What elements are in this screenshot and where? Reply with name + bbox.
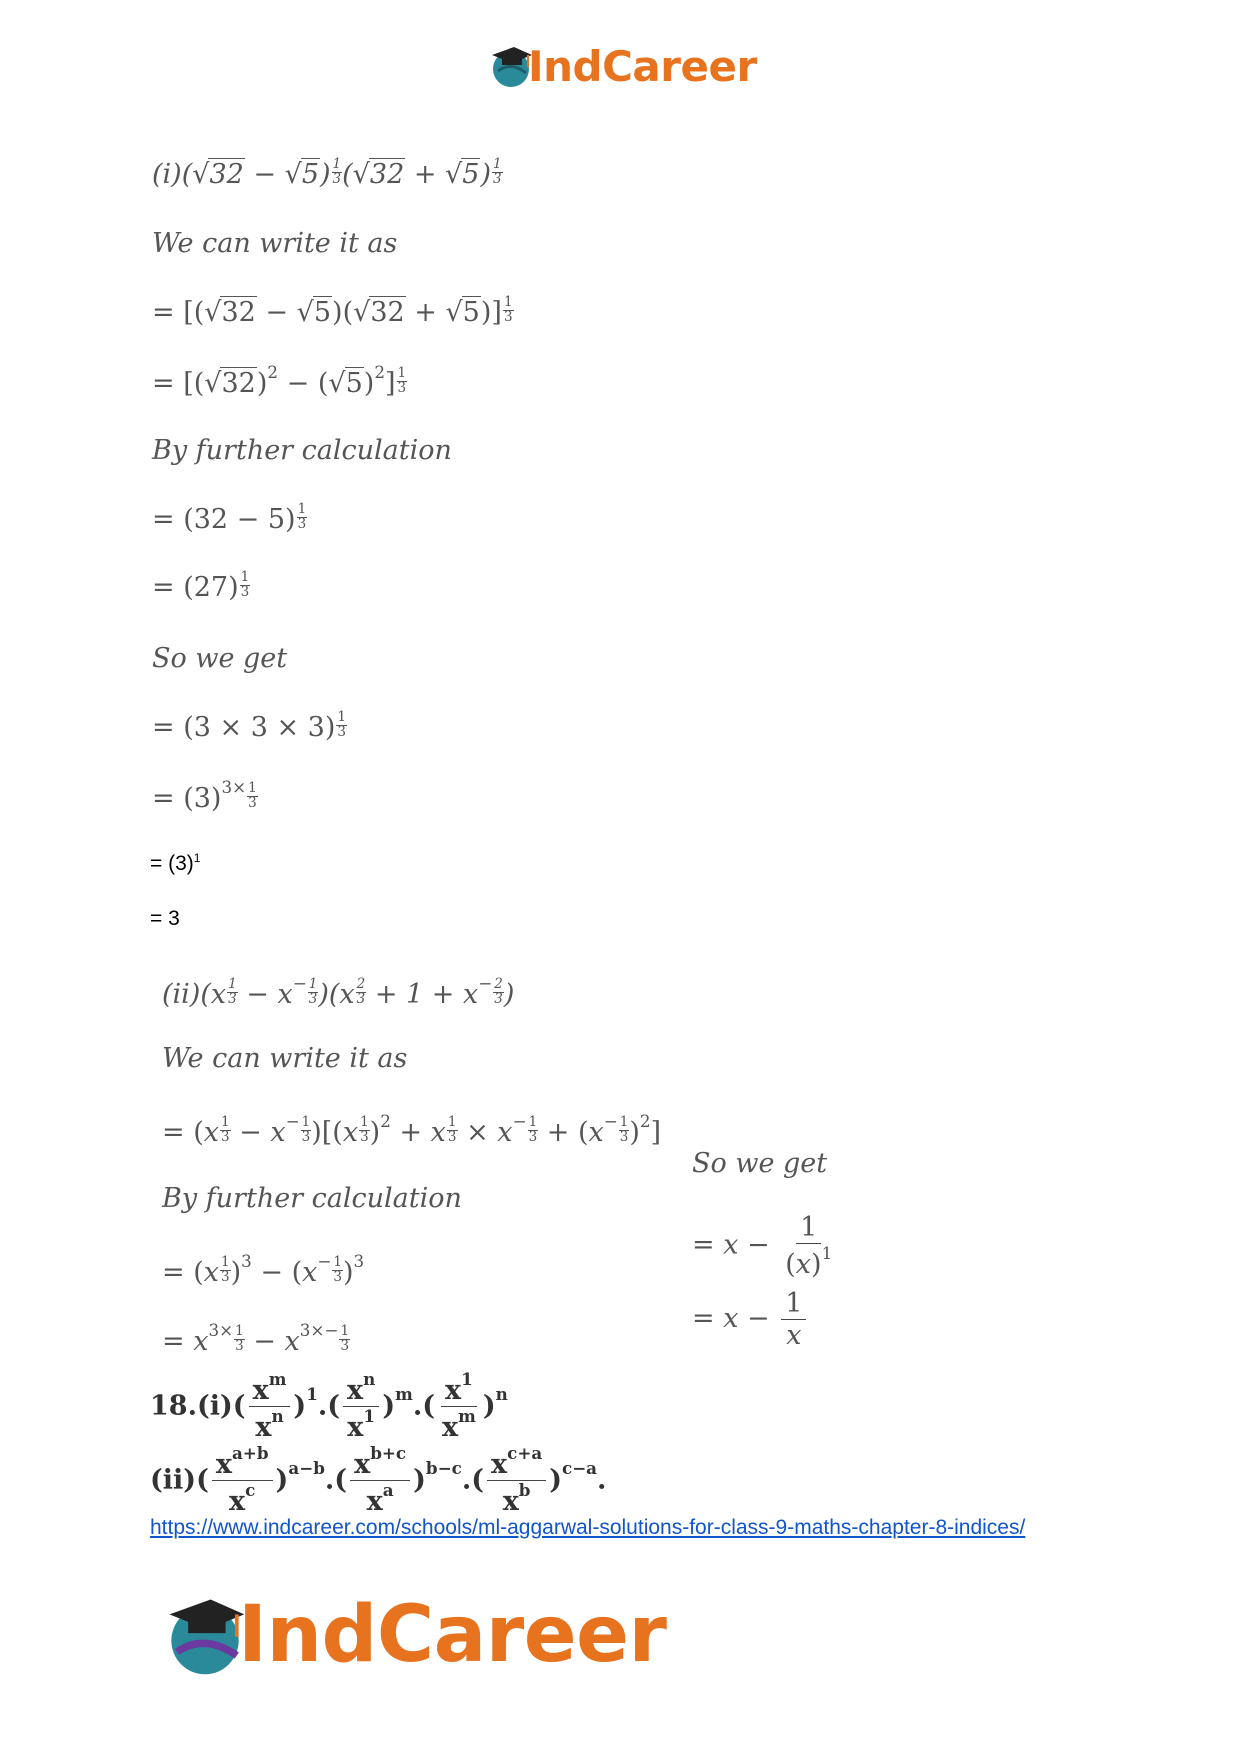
- math-line-i-step-6: = $(3)^{3\times}$ $\frac{1}{3}$: [152, 777, 257, 815]
- graduation-cap-globe-icon: [162, 1592, 248, 1678]
- math-line-ii-result-2: = x − $\frac{1}{x}$: [692, 1288, 809, 1351]
- q18-number: 18.: [150, 1390, 197, 1422]
- plain-step-1: [150, 851, 200, 876]
- by-further-text-1: By further calculation: [152, 435, 452, 466]
- plain-step-1-base: = (3): [150, 852, 194, 875]
- footer-logo-text: IndCareer: [238, 1590, 667, 1680]
- q18-part-ii-label: (ii): [150, 1464, 197, 1496]
- plain-step-2: = 3: [150, 907, 180, 930]
- footer-logo: [162, 1590, 667, 1680]
- question-18-part-i: 18.(i)( $\frac{x^m}{x^n}$ )$^1$.( $\frac{x^n}{x^1}$ )$^m$.( $\frac{x^1}{x^m}$ )$^n$: [150, 1369, 508, 1444]
- so-we-get-text-1: So we get: [152, 643, 288, 674]
- math-line-i-step-3: = (32 − 5) $\frac{1}{3}$: [152, 501, 307, 535]
- by-further-text-2: By further calculation: [162, 1183, 462, 1214]
- math-line-ii-step-3: = $x^{3\times}$ $\frac{1}{3}$ − $x^{3\times-}$ $\frac{1}{3}$: [162, 1320, 350, 1358]
- math-line-i-problem: (i)(√32 − √5) $\frac{1}{3}$ (√32 + √5) $\frac{1}{3}$: [152, 156, 502, 190]
- math-line-ii-problem: (ii)(x $\frac{1}{3}$ − x− $\frac{1}{3}$ )(x $\frac{2}{3}$ + 1 + x− $\frac{2}{3}$ ): [162, 973, 515, 1011]
- math-line-i-step-2: = $[(√32)^2 - (√5)^2]$ $\frac{1}{3}$: [152, 362, 407, 400]
- q18-part-i-label: (i): [196, 1390, 233, 1422]
- math-line-ii-step-1: = (x $\frac{1}{3}$ − x− $\frac{1}{3}$ )[(x $\frac{1}{3}$ )$^2$ + x $\frac{1}{3}$ × x− $\frac{1}{3}$ + (x− $\frac{1}{3}$ )$^2$]: [162, 1111, 662, 1149]
- math-line-i-step-5: = (3 × 3 × 3) $\frac{1}{3}$: [152, 709, 346, 743]
- question-18-part-ii: (ii)( $\frac{x^{a+b}}{x^c}$ )$^{a-b}$.( $\frac{x^{b+c}}{x^a}$ )$^{b-c}$.( $\frac{x^{c+a}}{x^b}$ )$^{c-a}$.: [150, 1443, 607, 1518]
- math-line-i-step-4: = (27) $\frac{1}{3}$: [152, 569, 250, 603]
- header-logo: [488, 40, 757, 92]
- indcareer-url-link[interactable]: https://www.indcareer.com/schools/ml-aggarwal-solutions-for-class-9-maths-chapter-8-indices/: [150, 1516, 1026, 1539]
- we-can-write-text-2: We can write it as: [162, 1043, 408, 1074]
- math-line-i-step-1: = [(√32 − √5)(√32 + √5)] $\frac{1}{3}$: [152, 294, 513, 328]
- so-we-get-text-2: So we get: [692, 1148, 828, 1179]
- header-logo-text: IndCareer: [528, 41, 757, 91]
- math-line-ii-result-1: = x − $\frac{1}{(x)^1}$: [692, 1212, 833, 1281]
- we-can-write-text-1: We can write it as: [152, 228, 398, 259]
- math-line-ii-step-2: = (x $\frac{1}{3}$ )$^3$ − (x− $\frac{1}{3}$ )$^3$: [162, 1251, 365, 1289]
- plain-step-1-exponent: 1: [193, 851, 201, 865]
